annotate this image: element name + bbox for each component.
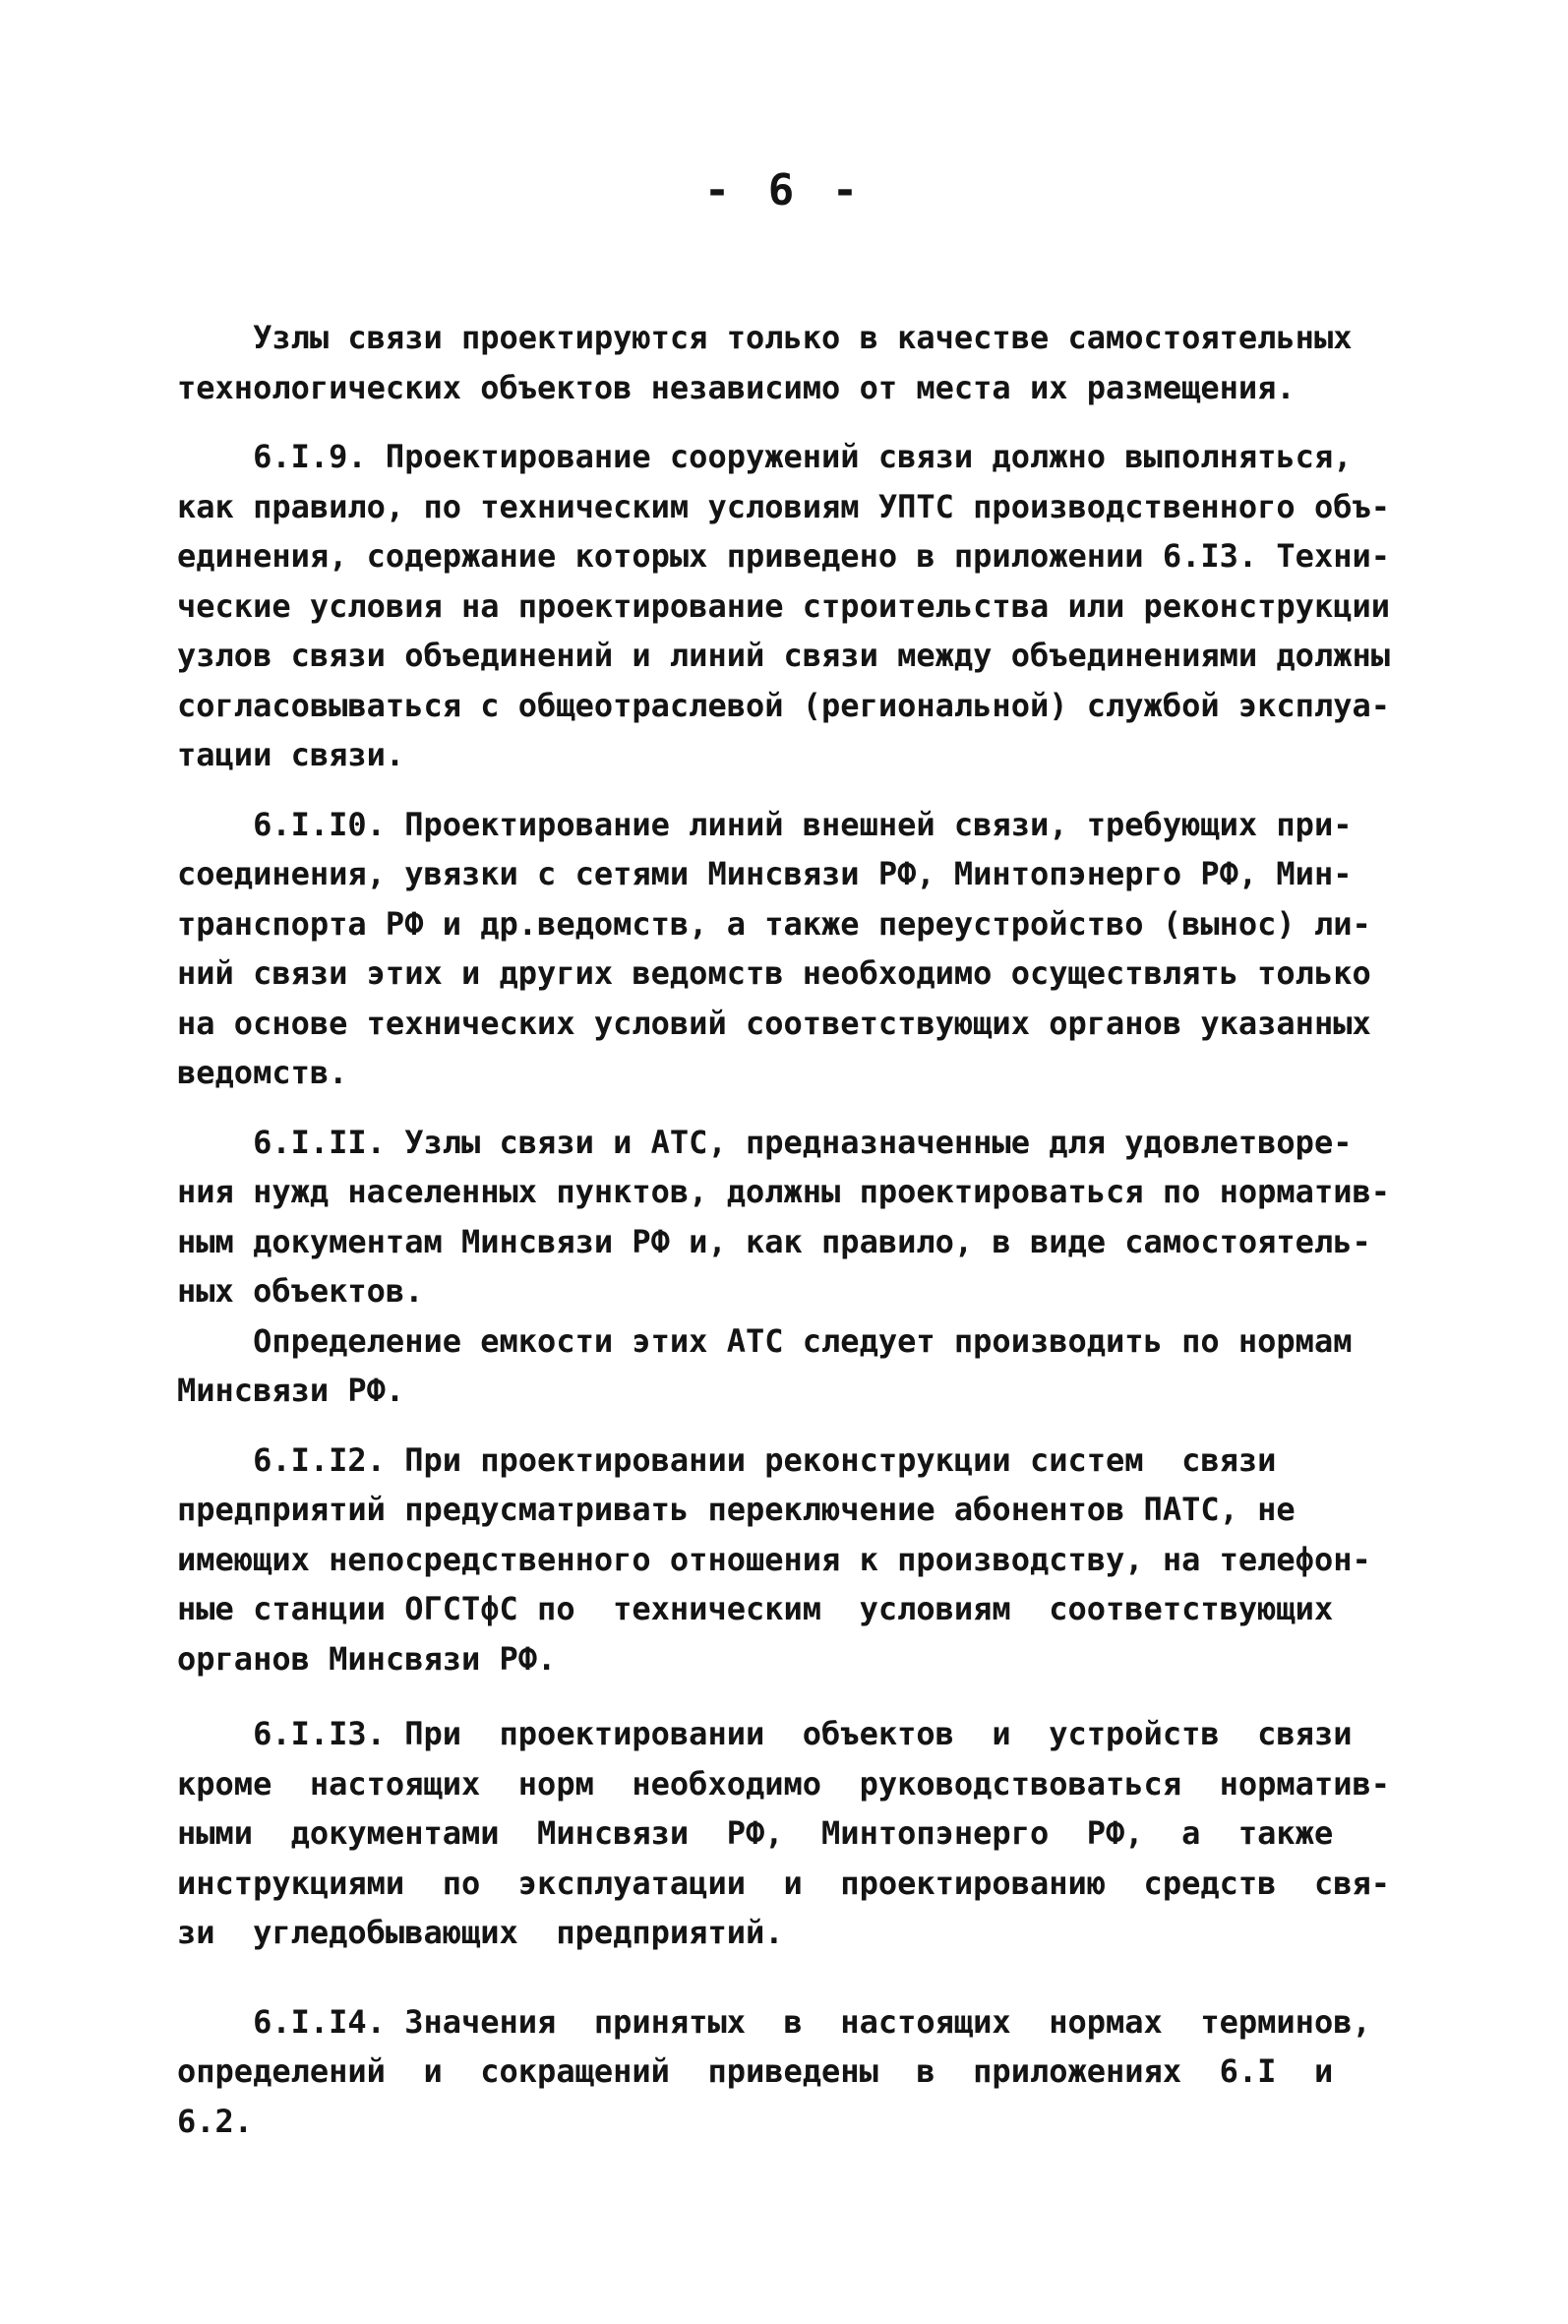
text-line: согласовываться с общеотраслевой (региональной) службой эксплуа- [177,686,1390,724]
text-line: на основе технических условий соответствующих органов указанных [177,1004,1371,1042]
text-line: 6.I.I0. Проектирование линий внешней связи, требующих при- [177,805,1353,843]
text-line: ния нужд населенных пунктов, должны проектироваться по норматив- [177,1173,1390,1210]
page-number: - 6 - [703,165,865,215]
text-line: 6.2. [177,2102,254,2140]
text-line: 6.I.9. Проектирование сооружений связи должно выполняться, [177,438,1353,475]
text-line: ным документам Минсвязи РФ и, как правило, в виде самостоятель- [177,1222,1371,1260]
paragraph-6-1-14 [177,1997,1417,2147]
text-line: предприятий предусматривать переключение абонентов ПАТС, не [177,1491,1296,1528]
text-line: технологических объектов независимо от места их размещения. [177,368,1296,406]
paragraph-6-1-11 [177,1118,1417,1316]
text-line: Минсвязи РФ. [177,1372,405,1409]
text-line: 6.I.I3. При проектировании объектов и устройств связи [177,1715,1353,1752]
text-line: ведомств. [177,1054,348,1091]
paragraph-6-1-13 [177,1709,1417,1958]
text-line: 6.I.I2. При проектировании реконструкции систем связи [177,1440,1277,1479]
paragraph-6-1-9 [177,432,1417,780]
paragraph-communication-nodes [177,313,1417,412]
text-line: ных объектов. [177,1272,424,1310]
text-line: ческие условия на проектирование строительства или реконструкции [177,586,1390,625]
text-line: узлов связи объединений и линий связи между объединениями должны [177,637,1390,674]
text-line: тации связи. [177,736,405,773]
text-line: соединения, увязки с сетями Минсвязи РФ, Минтопэнерго РФ, Мин- [177,855,1353,892]
paragraph-6-1-12 [177,1436,1417,1684]
document-body [177,313,1417,2146]
text-line: ний связи этих и других ведомств необходимо осуществлять только [177,954,1371,992]
paragraph-6-1-10 [177,800,1417,1098]
text-line: транспорта РФ и др.ведомств, а также переустройство (вынос) ли- [177,904,1371,943]
text-line: как правило, по техническим условиям УПТС производственного объ- [177,487,1390,525]
text-line: единения, содержание которых приведено в приложении 6.I3. Техни- [177,537,1390,575]
paragraph-capacity [177,1316,1417,1416]
text-line: 6.I.II. Узлы связи и АТС, предназначенные для удовлетворе- [177,1123,1353,1161]
text-line: зи угледобывающих предприятий. [177,1914,784,1951]
text-line: Определение емкости этих АТС следует производить по нормам [177,1321,1353,1360]
text-line: Узлы связи проектируются только в качестве самостоятельных [177,319,1353,356]
text-line: имеющих непосредственного отношения к производству, на телефон- [177,1540,1371,1578]
text-line: определений и сокращений приведены в приложениях 6.I и [177,2052,1334,2090]
text-line: ные станции ОГСТфС по техническим условиям соответствующих [177,1590,1334,1627]
text-line: органов Минсвязи РФ. [177,1639,557,1678]
text-line: 6.I.I4. Значения принятых в настоящих нормах терминов, [177,2002,1371,2041]
text-line: инструкциями по эксплуатации и проектированию средств свя- [177,1864,1390,1902]
text-line: кроме настоящих норм необходимо руководствоваться норматив- [177,1764,1390,1803]
text-line: ными документами Минсвязи РФ, Минтопэнерго РФ, а также [177,1814,1334,1852]
